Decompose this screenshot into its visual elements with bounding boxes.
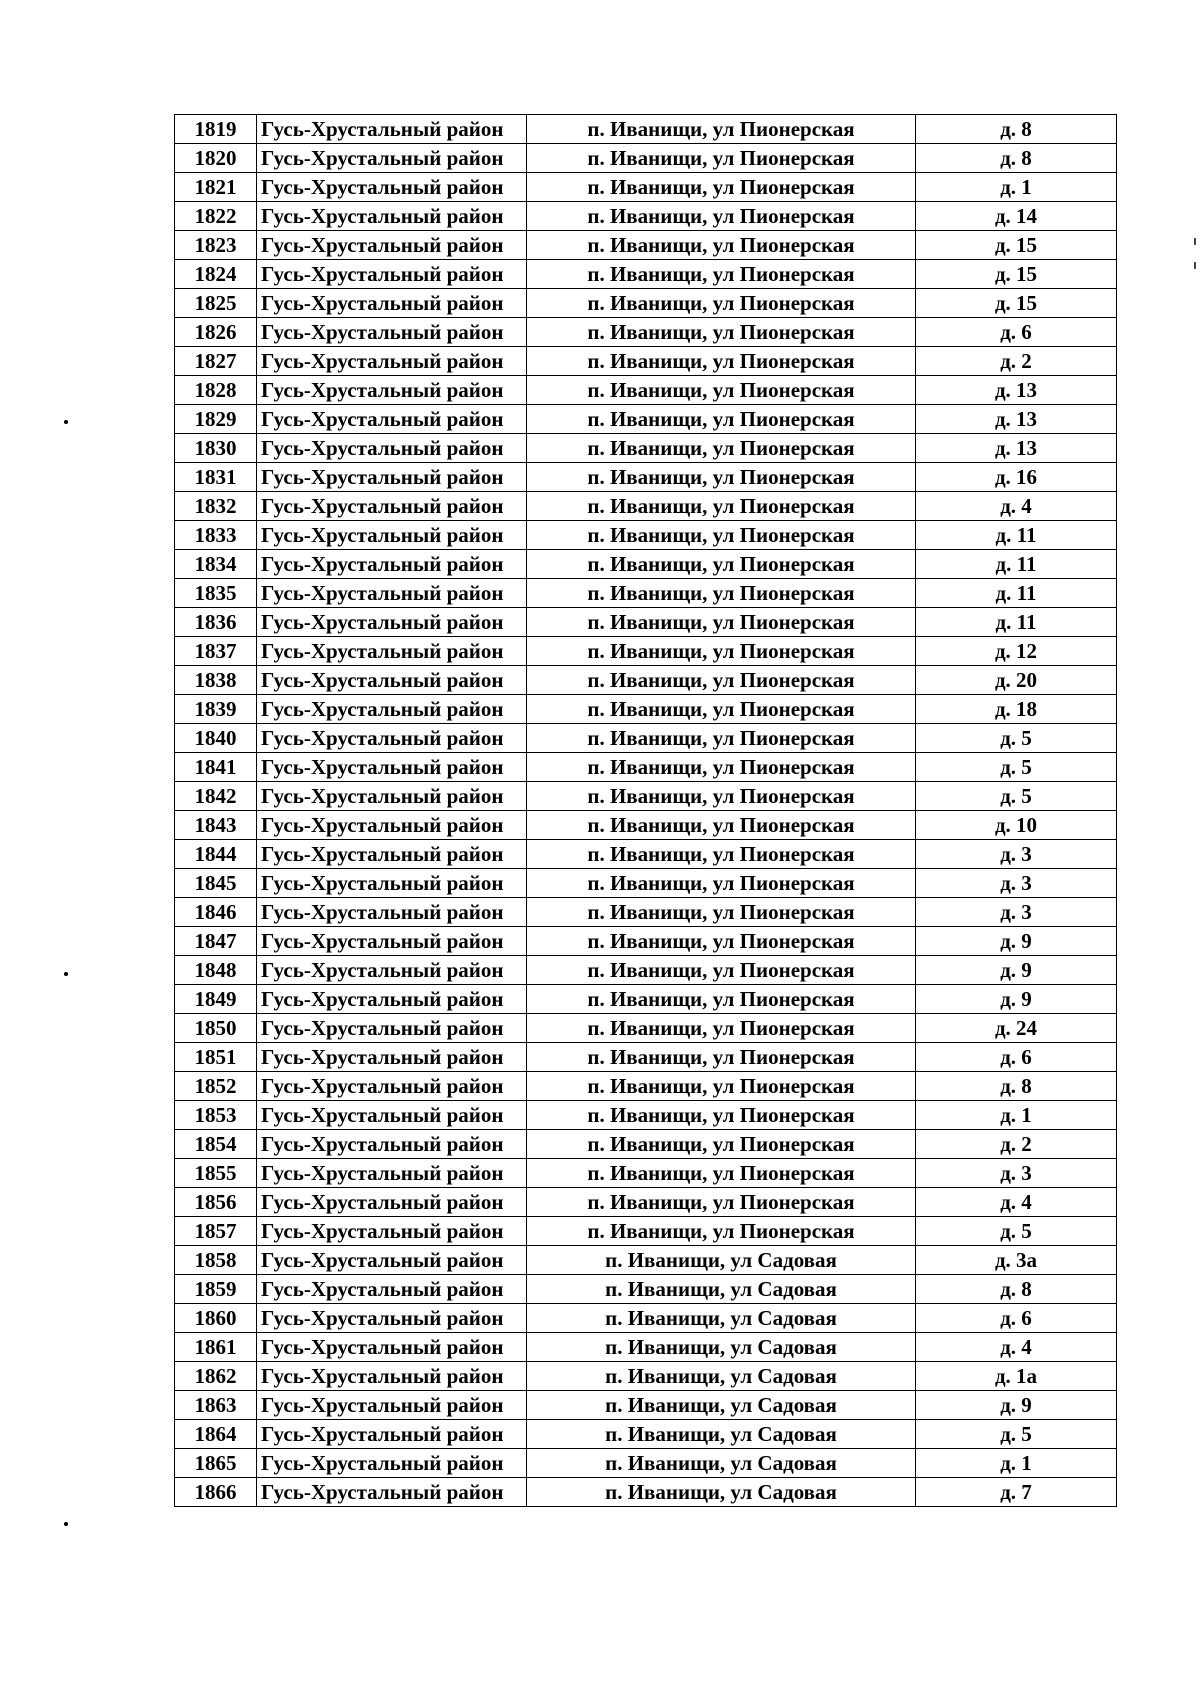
row-district-cell: Гусь-Хрустальный район xyxy=(257,1478,527,1507)
row-district-cell: Гусь-Хрустальный район xyxy=(257,608,527,637)
row-house-cell: д. 1а xyxy=(916,1362,1117,1391)
row-address-cell: п. Иванищи, ул Пионерская xyxy=(527,260,916,289)
row-number-cell: 1832 xyxy=(175,492,257,521)
scan-dot xyxy=(64,420,68,424)
row-district-cell: Гусь-Хрустальный район xyxy=(257,463,527,492)
table-row xyxy=(175,521,1117,550)
row-house-cell: д. 12 xyxy=(916,637,1117,666)
row-district-cell: Гусь-Хрустальный район xyxy=(257,1159,527,1188)
row-district-cell: Гусь-Хрустальный район xyxy=(257,666,527,695)
row-address-cell: п. Иванищи, ул Пионерская xyxy=(527,434,916,463)
table-row xyxy=(175,144,1117,173)
row-address-cell: п. Иванищи, ул Пионерская xyxy=(527,405,916,434)
row-house-cell: д. 6 xyxy=(916,1304,1117,1333)
scan-mark xyxy=(1194,238,1196,245)
table-row xyxy=(175,1449,1117,1478)
row-number-cell: 1820 xyxy=(175,144,257,173)
row-house-cell: д. 8 xyxy=(916,115,1117,144)
row-house-cell: д. 13 xyxy=(916,376,1117,405)
row-number-cell: 1861 xyxy=(175,1333,257,1362)
address-table-body xyxy=(175,115,1117,1507)
row-address-cell: п. Иванищи, ул Пионерская xyxy=(527,202,916,231)
table-row xyxy=(175,434,1117,463)
table-row xyxy=(175,405,1117,434)
row-house-cell: д. 1 xyxy=(916,1449,1117,1478)
table-row xyxy=(175,1275,1117,1304)
row-district-cell: Гусь-Хрустальный район xyxy=(257,1043,527,1072)
row-number-cell: 1847 xyxy=(175,927,257,956)
row-district-cell: Гусь-Хрустальный район xyxy=(257,898,527,927)
row-district-cell: Гусь-Хрустальный район xyxy=(257,811,527,840)
row-address-cell: п. Иванищи, ул Пионерская xyxy=(527,724,916,753)
row-house-cell: д. 18 xyxy=(916,695,1117,724)
table-row xyxy=(175,898,1117,927)
row-address-cell: п. Иванищи, ул Пионерская xyxy=(527,869,916,898)
row-address-cell: п. Иванищи, ул Пионерская xyxy=(527,376,916,405)
row-address-cell: п. Иванищи, ул Пионерская xyxy=(527,637,916,666)
row-address-cell: п. Иванищи, ул Пионерская xyxy=(527,318,916,347)
row-number-cell: 1846 xyxy=(175,898,257,927)
table-row xyxy=(175,1014,1117,1043)
row-number-cell: 1819 xyxy=(175,115,257,144)
row-house-cell: д. 4 xyxy=(916,1188,1117,1217)
row-district-cell: Гусь-Хрустальный район xyxy=(257,1362,527,1391)
row-address-cell: п. Иванищи, ул Пионерская xyxy=(527,666,916,695)
row-address-cell: п. Иванищи, ул Садовая xyxy=(527,1275,916,1304)
row-district-cell: Гусь-Хрустальный район xyxy=(257,144,527,173)
table-row xyxy=(175,260,1117,289)
row-address-cell: п. Иванищи, ул Пионерская xyxy=(527,1130,916,1159)
row-number-cell: 1825 xyxy=(175,289,257,318)
table-row xyxy=(175,637,1117,666)
row-address-cell: п. Иванищи, ул Садовая xyxy=(527,1362,916,1391)
row-district-cell: Гусь-Хрустальный район xyxy=(257,550,527,579)
row-number-cell: 1865 xyxy=(175,1449,257,1478)
row-number-cell: 1838 xyxy=(175,666,257,695)
table-row xyxy=(175,608,1117,637)
row-house-cell: д. 2 xyxy=(916,347,1117,376)
row-house-cell: д. 8 xyxy=(916,1275,1117,1304)
table-row xyxy=(175,231,1117,260)
row-district-cell: Гусь-Хрустальный район xyxy=(257,434,527,463)
row-address-cell: п. Иванищи, ул Пионерская xyxy=(527,231,916,260)
row-district-cell: Гусь-Хрустальный район xyxy=(257,1130,527,1159)
row-district-cell: Гусь-Хрустальный район xyxy=(257,1304,527,1333)
row-house-cell: д. 3а xyxy=(916,1246,1117,1275)
row-number-cell: 1833 xyxy=(175,521,257,550)
row-number-cell: 1859 xyxy=(175,1275,257,1304)
row-house-cell: д. 8 xyxy=(916,1072,1117,1101)
row-address-cell: п. Иванищи, ул Пионерская xyxy=(527,1072,916,1101)
row-number-cell: 1828 xyxy=(175,376,257,405)
row-house-cell: д. 10 xyxy=(916,811,1117,840)
row-address-cell: п. Иванищи, ул Садовая xyxy=(527,1246,916,1275)
row-address-cell: п. Иванищи, ул Пионерская xyxy=(527,492,916,521)
row-house-cell: д. 3 xyxy=(916,840,1117,869)
row-number-cell: 1863 xyxy=(175,1391,257,1420)
row-number-cell: 1845 xyxy=(175,869,257,898)
row-district-cell: Гусь-Хрустальный район xyxy=(257,492,527,521)
row-house-cell: д. 5 xyxy=(916,1217,1117,1246)
row-house-cell: д. 6 xyxy=(916,1043,1117,1072)
row-number-cell: 1830 xyxy=(175,434,257,463)
table-row xyxy=(175,666,1117,695)
row-number-cell: 1835 xyxy=(175,579,257,608)
row-number-cell: 1837 xyxy=(175,637,257,666)
table-row xyxy=(175,115,1117,144)
row-number-cell: 1839 xyxy=(175,695,257,724)
row-district-cell: Гусь-Хрустальный район xyxy=(257,1217,527,1246)
row-number-cell: 1842 xyxy=(175,782,257,811)
row-number-cell: 1850 xyxy=(175,1014,257,1043)
row-district-cell: Гусь-Хрустальный район xyxy=(257,1391,527,1420)
table-row xyxy=(175,318,1117,347)
table-row xyxy=(175,1420,1117,1449)
row-address-cell: п. Иванищи, ул Пионерская xyxy=(527,985,916,1014)
row-district-cell: Гусь-Хрустальный район xyxy=(257,289,527,318)
row-district-cell: Гусь-Хрустальный район xyxy=(257,782,527,811)
row-district-cell: Гусь-Хрустальный район xyxy=(257,115,527,144)
table-row xyxy=(175,1188,1117,1217)
row-number-cell: 1848 xyxy=(175,956,257,985)
row-house-cell: д. 15 xyxy=(916,289,1117,318)
row-address-cell: п. Иванищи, ул Садовая xyxy=(527,1478,916,1507)
table-row xyxy=(175,956,1117,985)
table-row xyxy=(175,1333,1117,1362)
row-district-cell: Гусь-Хрустальный район xyxy=(257,1101,527,1130)
row-address-cell: п. Иванищи, ул Садовая xyxy=(527,1420,916,1449)
address-table xyxy=(174,114,1117,1507)
row-district-cell: Гусь-Хрустальный район xyxy=(257,1072,527,1101)
row-house-cell: д. 6 xyxy=(916,318,1117,347)
table-row xyxy=(175,1159,1117,1188)
row-number-cell: 1855 xyxy=(175,1159,257,1188)
row-address-cell: п. Иванищи, ул Пионерская xyxy=(527,579,916,608)
row-address-cell: п. Иванищи, ул Пионерская xyxy=(527,898,916,927)
row-number-cell: 1864 xyxy=(175,1420,257,1449)
row-house-cell: д. 3 xyxy=(916,898,1117,927)
row-house-cell: д. 24 xyxy=(916,1014,1117,1043)
row-house-cell: д. 13 xyxy=(916,434,1117,463)
row-number-cell: 1822 xyxy=(175,202,257,231)
row-district-cell: Гусь-Хрустальный район xyxy=(257,695,527,724)
row-district-cell: Гусь-Хрустальный район xyxy=(257,1246,527,1275)
table-row xyxy=(175,1072,1117,1101)
table-row xyxy=(175,1043,1117,1072)
table-row xyxy=(175,1101,1117,1130)
row-district-cell: Гусь-Хрустальный район xyxy=(257,1188,527,1217)
row-number-cell: 1860 xyxy=(175,1304,257,1333)
row-house-cell: д. 1 xyxy=(916,1101,1117,1130)
row-house-cell: д. 2 xyxy=(916,1130,1117,1159)
row-district-cell: Гусь-Хрустальный район xyxy=(257,1014,527,1043)
table-row xyxy=(175,753,1117,782)
table-row xyxy=(175,927,1117,956)
table-row xyxy=(175,1304,1117,1333)
row-house-cell: д. 5 xyxy=(916,782,1117,811)
row-house-cell: д. 11 xyxy=(916,521,1117,550)
row-number-cell: 1836 xyxy=(175,608,257,637)
row-district-cell: Гусь-Хрустальный район xyxy=(257,579,527,608)
row-address-cell: п. Иванищи, ул Пионерская xyxy=(527,115,916,144)
row-address-cell: п. Иванищи, ул Пионерская xyxy=(527,695,916,724)
row-house-cell: д. 9 xyxy=(916,1391,1117,1420)
row-house-cell: д. 11 xyxy=(916,608,1117,637)
row-district-cell: Гусь-Хрустальный район xyxy=(257,347,527,376)
table-row xyxy=(175,1130,1117,1159)
row-address-cell: п. Иванищи, ул Пионерская xyxy=(527,753,916,782)
row-number-cell: 1834 xyxy=(175,550,257,579)
scan-dot xyxy=(64,972,68,976)
table-row xyxy=(175,1362,1117,1391)
row-house-cell: д. 11 xyxy=(916,550,1117,579)
row-number-cell: 1857 xyxy=(175,1217,257,1246)
row-number-cell: 1854 xyxy=(175,1130,257,1159)
row-house-cell: д. 4 xyxy=(916,492,1117,521)
table-row xyxy=(175,985,1117,1014)
row-house-cell: д. 13 xyxy=(916,405,1117,434)
row-number-cell: 1844 xyxy=(175,840,257,869)
row-address-cell: п. Иванищи, ул Садовая xyxy=(527,1333,916,1362)
row-house-cell: д. 9 xyxy=(916,927,1117,956)
row-district-cell: Гусь-Хрустальный район xyxy=(257,956,527,985)
row-number-cell: 1858 xyxy=(175,1246,257,1275)
row-house-cell: д. 3 xyxy=(916,869,1117,898)
row-district-cell: Гусь-Хрустальный район xyxy=(257,376,527,405)
row-number-cell: 1829 xyxy=(175,405,257,434)
row-address-cell: п. Иванищи, ул Пионерская xyxy=(527,840,916,869)
row-address-cell: п. Иванищи, ул Пионерская xyxy=(527,347,916,376)
table-row xyxy=(175,173,1117,202)
row-address-cell: п. Иванищи, ул Пионерская xyxy=(527,1043,916,1072)
row-district-cell: Гусь-Хрустальный район xyxy=(257,318,527,347)
row-district-cell: Гусь-Хрустальный район xyxy=(257,231,527,260)
row-house-cell: д. 11 xyxy=(916,579,1117,608)
row-house-cell: д. 16 xyxy=(916,463,1117,492)
row-house-cell: д. 3 xyxy=(916,1159,1117,1188)
row-district-cell: Гусь-Хрустальный район xyxy=(257,869,527,898)
row-address-cell: п. Иванищи, ул Пионерская xyxy=(527,144,916,173)
row-number-cell: 1831 xyxy=(175,463,257,492)
row-district-cell: Гусь-Хрустальный район xyxy=(257,260,527,289)
row-number-cell: 1841 xyxy=(175,753,257,782)
row-district-cell: Гусь-Хрустальный район xyxy=(257,753,527,782)
row-district-cell: Гусь-Хрустальный район xyxy=(257,1420,527,1449)
row-number-cell: 1843 xyxy=(175,811,257,840)
row-address-cell: п. Иванищи, ул Пионерская xyxy=(527,811,916,840)
row-house-cell: д. 20 xyxy=(916,666,1117,695)
row-number-cell: 1856 xyxy=(175,1188,257,1217)
row-address-cell: п. Иванищи, ул Пионерская xyxy=(527,550,916,579)
table-row xyxy=(175,1246,1117,1275)
row-house-cell: д. 8 xyxy=(916,144,1117,173)
row-number-cell: 1866 xyxy=(175,1478,257,1507)
row-number-cell: 1826 xyxy=(175,318,257,347)
table-row xyxy=(175,811,1117,840)
row-house-cell: д. 4 xyxy=(916,1333,1117,1362)
row-address-cell: п. Иванищи, ул Садовая xyxy=(527,1304,916,1333)
row-address-cell: п. Иванищи, ул Пионерская xyxy=(527,1014,916,1043)
row-house-cell: д. 14 xyxy=(916,202,1117,231)
row-house-cell: д. 9 xyxy=(916,956,1117,985)
table-row xyxy=(175,376,1117,405)
row-number-cell: 1840 xyxy=(175,724,257,753)
row-district-cell: Гусь-Хрустальный район xyxy=(257,405,527,434)
row-number-cell: 1849 xyxy=(175,985,257,1014)
table-row xyxy=(175,579,1117,608)
row-number-cell: 1853 xyxy=(175,1101,257,1130)
row-address-cell: п. Иванищи, ул Пионерская xyxy=(527,927,916,956)
row-address-cell: п. Иванищи, ул Пионерская xyxy=(527,1101,916,1130)
row-address-cell: п. Иванищи, ул Пионерская xyxy=(527,289,916,318)
scan-dot xyxy=(64,1522,68,1526)
table-row xyxy=(175,695,1117,724)
row-district-cell: Гусь-Хрустальный район xyxy=(257,985,527,1014)
table-row xyxy=(175,840,1117,869)
row-number-cell: 1821 xyxy=(175,173,257,202)
table-row xyxy=(175,782,1117,811)
row-house-cell: д. 15 xyxy=(916,231,1117,260)
row-address-cell: п. Иванищи, ул Пионерская xyxy=(527,173,916,202)
row-house-cell: д. 5 xyxy=(916,1420,1117,1449)
row-number-cell: 1827 xyxy=(175,347,257,376)
row-address-cell: п. Иванищи, ул Садовая xyxy=(527,1449,916,1478)
row-district-cell: Гусь-Хрустальный район xyxy=(257,521,527,550)
row-address-cell: п. Иванищи, ул Пионерская xyxy=(527,1217,916,1246)
row-district-cell: Гусь-Хрустальный район xyxy=(257,927,527,956)
row-district-cell: Гусь-Хрустальный район xyxy=(257,1275,527,1304)
table-row xyxy=(175,347,1117,376)
row-number-cell: 1862 xyxy=(175,1362,257,1391)
table-row xyxy=(175,550,1117,579)
row-number-cell: 1823 xyxy=(175,231,257,260)
row-address-cell: п. Иванищи, ул Пионерская xyxy=(527,956,916,985)
table-row xyxy=(175,1217,1117,1246)
row-house-cell: д. 5 xyxy=(916,753,1117,782)
row-address-cell: п. Иванищи, ул Пионерская xyxy=(527,521,916,550)
row-address-cell: п. Иванищи, ул Пионерская xyxy=(527,1159,916,1188)
table-row xyxy=(175,869,1117,898)
row-district-cell: Гусь-Хрустальный район xyxy=(257,637,527,666)
row-number-cell: 1851 xyxy=(175,1043,257,1072)
table-row xyxy=(175,463,1117,492)
row-house-cell: д. 9 xyxy=(916,985,1117,1014)
table-row xyxy=(175,1391,1117,1420)
row-district-cell: Гусь-Хрустальный район xyxy=(257,1449,527,1478)
table-row xyxy=(175,289,1117,318)
scan-mark xyxy=(1194,262,1196,269)
row-district-cell: Гусь-Хрустальный район xyxy=(257,1333,527,1362)
table-row xyxy=(175,492,1117,521)
row-house-cell: д. 7 xyxy=(916,1478,1117,1507)
row-address-cell: п. Иванищи, ул Пионерская xyxy=(527,782,916,811)
row-number-cell: 1852 xyxy=(175,1072,257,1101)
row-house-cell: д. 5 xyxy=(916,724,1117,753)
row-address-cell: п. Иванищи, ул Пионерская xyxy=(527,463,916,492)
table-row xyxy=(175,724,1117,753)
row-house-cell: д. 1 xyxy=(916,173,1117,202)
row-address-cell: п. Иванищи, ул Пионерская xyxy=(527,608,916,637)
row-number-cell: 1824 xyxy=(175,260,257,289)
row-district-cell: Гусь-Хрустальный район xyxy=(257,840,527,869)
row-address-cell: п. Иванищи, ул Садовая xyxy=(527,1391,916,1420)
row-house-cell: д. 15 xyxy=(916,260,1117,289)
table-row xyxy=(175,202,1117,231)
row-district-cell: Гусь-Хрустальный район xyxy=(257,202,527,231)
row-district-cell: Гусь-Хрустальный район xyxy=(257,173,527,202)
row-district-cell: Гусь-Хрустальный район xyxy=(257,724,527,753)
row-address-cell: п. Иванищи, ул Пионерская xyxy=(527,1188,916,1217)
table-row xyxy=(175,1478,1117,1507)
